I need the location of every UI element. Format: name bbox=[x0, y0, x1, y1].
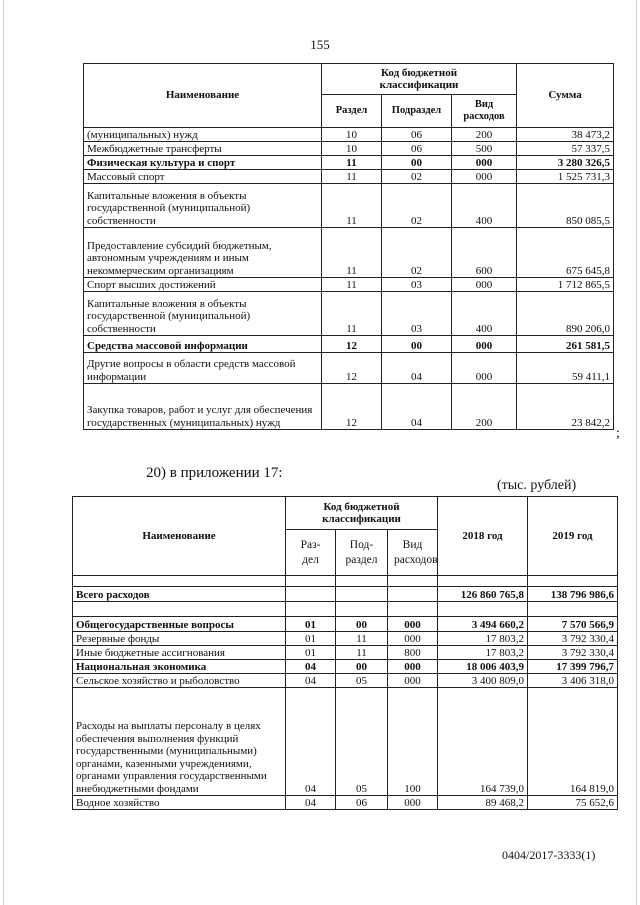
row-type: 800 bbox=[388, 646, 438, 660]
row-name bbox=[73, 576, 286, 587]
row-section: 12 bbox=[322, 353, 382, 384]
header-code-group: Код бюджетной классификации bbox=[286, 497, 438, 530]
budget-table-appendix-17 bbox=[72, 496, 618, 810]
row-section: 12 bbox=[322, 336, 382, 353]
row-subsection: 05 bbox=[336, 688, 388, 796]
row-year-2019: 164 819,0 bbox=[528, 688, 618, 796]
row-name: Закупка товаров, работ и услуг для обеспечения государственных (муниципальных) нужд bbox=[84, 384, 322, 430]
row-subsection: 00 bbox=[382, 156, 452, 170]
units-label: (тыс. рублей) bbox=[497, 478, 577, 493]
header-name: Наименование bbox=[73, 497, 286, 576]
row-year-2019: 3 406 318,0 bbox=[528, 674, 618, 688]
row-subsection: 05 bbox=[336, 674, 388, 688]
table-row bbox=[73, 674, 618, 688]
row-amount: 1 525 731,3 bbox=[517, 170, 614, 184]
row-type: 500 bbox=[452, 142, 517, 156]
table-row bbox=[73, 617, 618, 632]
row-type: 000 bbox=[452, 353, 517, 384]
row-amount: 23 842,2 bbox=[517, 384, 614, 430]
header-year-2018: 2018 год bbox=[438, 497, 528, 576]
row-subsection: 00 bbox=[336, 617, 388, 632]
table-row bbox=[84, 170, 614, 184]
row-name: Расходы на выплаты персоналу в целях обеспечения выполнения функций государственными (муниципальными) органами, казенными учреждениями, органами управления государственными внебюджетными фондами bbox=[73, 688, 286, 796]
row-subsection: 02 bbox=[382, 228, 452, 278]
row-subsection: 02 bbox=[382, 170, 452, 184]
table-row bbox=[73, 796, 618, 810]
row-name: Резервные фонды bbox=[73, 632, 286, 646]
row-year-2019: 7 570 566,9 bbox=[528, 617, 618, 632]
row-name: Средства массовой информации bbox=[84, 336, 322, 353]
row-subsection: 06 bbox=[382, 142, 452, 156]
table-row bbox=[84, 228, 614, 278]
row-subsection: 04 bbox=[382, 353, 452, 384]
row-type bbox=[388, 587, 438, 602]
row-year-2019: 138 796 986,6 bbox=[528, 587, 618, 602]
row-name: Сельское хозяйство и рыболовство bbox=[73, 674, 286, 688]
row-name: Физическая культура и спорт bbox=[84, 156, 322, 170]
row-subsection bbox=[336, 602, 388, 617]
row-name: Спорт высших достижений bbox=[84, 278, 322, 292]
row-section: 04 bbox=[286, 796, 336, 810]
row-section: 11 bbox=[322, 278, 382, 292]
header-year-2019: 2019 год bbox=[528, 497, 618, 576]
row-year-2019: 75 652,6 bbox=[528, 796, 618, 810]
table-row bbox=[84, 384, 614, 430]
row-type bbox=[388, 576, 438, 587]
row-subsection: 02 bbox=[382, 184, 452, 228]
table-row bbox=[73, 660, 618, 674]
row-type: 200 bbox=[452, 128, 517, 142]
row-type: 000 bbox=[452, 278, 517, 292]
row-type: 200 bbox=[452, 384, 517, 430]
row-year-2019 bbox=[528, 602, 618, 617]
row-section bbox=[286, 602, 336, 617]
row-name: Массовый спорт bbox=[84, 170, 322, 184]
row-section: 11 bbox=[322, 292, 382, 336]
row-amount: 850 085,5 bbox=[517, 184, 614, 228]
table-row bbox=[73, 602, 618, 617]
row-amount: 261 581,5 bbox=[517, 336, 614, 353]
row-name: Капитальные вложения в объекты государственной (муниципальной) собственности bbox=[84, 184, 322, 228]
row-amount: 3 280 326,5 bbox=[517, 156, 614, 170]
row-subsection bbox=[336, 587, 388, 602]
header-expense-type: Вид расходов bbox=[388, 530, 438, 576]
row-year-2019 bbox=[528, 576, 618, 587]
row-year-2018: 89 468,2 bbox=[438, 796, 528, 810]
table-row bbox=[84, 336, 614, 353]
row-section: 12 bbox=[322, 384, 382, 430]
scan-edge-left bbox=[3, 0, 4, 905]
row-year-2019: 3 792 330,4 bbox=[528, 632, 618, 646]
row-subsection: 03 bbox=[382, 278, 452, 292]
table-row bbox=[73, 646, 618, 660]
row-amount: 890 206,0 bbox=[517, 292, 614, 336]
row-section: 01 bbox=[286, 617, 336, 632]
row-name: Предоставление субсидий бюджетным, автономным учреждениям и иным некоммерческим организациям bbox=[84, 228, 322, 278]
row-subsection: 11 bbox=[336, 632, 388, 646]
row-section: 11 bbox=[322, 228, 382, 278]
row-type: 000 bbox=[452, 336, 517, 353]
row-section: 04 bbox=[286, 674, 336, 688]
row-name: Другие вопросы в области средств массовой информации bbox=[84, 353, 322, 384]
row-section: 11 bbox=[322, 170, 382, 184]
row-name: (муниципальных) нужд bbox=[84, 128, 322, 142]
trailing-semicolon: ; bbox=[616, 426, 620, 441]
row-year-2019: 17 399 796,7 bbox=[528, 660, 618, 674]
page-number: 155 bbox=[310, 37, 330, 52]
row-year-2018 bbox=[438, 576, 528, 587]
table-row bbox=[73, 576, 618, 587]
row-type: 600 bbox=[452, 228, 517, 278]
row-type: 400 bbox=[452, 184, 517, 228]
row-name bbox=[73, 602, 286, 617]
row-type: 000 bbox=[388, 632, 438, 646]
row-name: Общегосударственные вопросы bbox=[73, 617, 286, 632]
row-year-2018: 164 739,0 bbox=[438, 688, 528, 796]
row-section: 04 bbox=[286, 660, 336, 674]
row-year-2018: 17 803,2 bbox=[438, 632, 528, 646]
row-type: 000 bbox=[388, 617, 438, 632]
header-expense-type: Вид расходов bbox=[452, 95, 517, 128]
header-subsection: Под-раздел bbox=[336, 530, 388, 576]
table-row bbox=[84, 156, 614, 170]
row-section: 04 bbox=[286, 688, 336, 796]
table-row bbox=[84, 142, 614, 156]
row-subsection: 03 bbox=[382, 292, 452, 336]
scan-edge-right bbox=[636, 0, 637, 905]
header-name: Наименование bbox=[84, 64, 322, 128]
header-section: Раздел bbox=[322, 95, 382, 128]
row-amount: 675 645,8 bbox=[517, 228, 614, 278]
row-section: 01 bbox=[286, 646, 336, 660]
row-subsection: 00 bbox=[336, 660, 388, 674]
table-row bbox=[84, 278, 614, 292]
row-type: 000 bbox=[388, 796, 438, 810]
row-year-2019: 3 792 330,4 bbox=[528, 646, 618, 660]
row-name: Водное хозяйство bbox=[73, 796, 286, 810]
row-amount: 1 712 865,5 bbox=[517, 278, 614, 292]
row-type: 000 bbox=[452, 170, 517, 184]
row-type: 000 bbox=[388, 660, 438, 674]
table-row bbox=[84, 184, 614, 228]
document-code: 0404/2017-3333(1) bbox=[502, 848, 596, 862]
row-subsection: 00 bbox=[382, 336, 452, 353]
row-type: 000 bbox=[388, 674, 438, 688]
row-type bbox=[388, 602, 438, 617]
table-row bbox=[84, 128, 614, 142]
row-subsection bbox=[336, 576, 388, 587]
row-subsection: 06 bbox=[382, 128, 452, 142]
row-name: Национальная экономика bbox=[73, 660, 286, 674]
header-section: Раз-дел bbox=[286, 530, 336, 576]
table-row bbox=[73, 632, 618, 646]
row-year-2018: 126 860 765,8 bbox=[438, 587, 528, 602]
row-year-2018: 18 006 403,9 bbox=[438, 660, 528, 674]
row-section: 11 bbox=[322, 156, 382, 170]
row-name: Межбюджетные трансферты bbox=[84, 142, 322, 156]
row-section: 10 bbox=[322, 128, 382, 142]
row-year-2018 bbox=[438, 602, 528, 617]
row-year-2018: 3 400 809,0 bbox=[438, 674, 528, 688]
row-year-2018: 17 803,2 bbox=[438, 646, 528, 660]
row-amount: 59 411,1 bbox=[517, 353, 614, 384]
row-section: 10 bbox=[322, 142, 382, 156]
table-row bbox=[73, 688, 618, 796]
row-year-2018: 3 494 660,2 bbox=[438, 617, 528, 632]
row-section: 01 bbox=[286, 632, 336, 646]
appendix-intro: 20) в приложении 17: bbox=[146, 465, 283, 481]
row-subsection: 06 bbox=[336, 796, 388, 810]
row-name: Капитальные вложения в объекты государственной (муниципальной) собственности bbox=[84, 292, 322, 336]
header-code-group: Код бюджетной классификации bbox=[322, 64, 517, 95]
table-row bbox=[73, 587, 618, 602]
budget-table-top bbox=[83, 63, 614, 430]
header-subsection: Подраздел bbox=[382, 95, 452, 128]
row-section bbox=[286, 576, 336, 587]
row-name: Всего расходов bbox=[73, 587, 286, 602]
header-amount: Сумма bbox=[517, 64, 614, 128]
table-row bbox=[84, 292, 614, 336]
row-type: 400 bbox=[452, 292, 517, 336]
row-type: 100 bbox=[388, 688, 438, 796]
row-amount: 57 337,5 bbox=[517, 142, 614, 156]
row-subsection: 04 bbox=[382, 384, 452, 430]
table-row bbox=[84, 353, 614, 384]
row-type: 000 bbox=[452, 156, 517, 170]
row-subsection: 11 bbox=[336, 646, 388, 660]
row-amount: 38 473,2 bbox=[517, 128, 614, 142]
row-name: Иные бюджетные ассигнования bbox=[73, 646, 286, 660]
row-section: 11 bbox=[322, 184, 382, 228]
row-section bbox=[286, 587, 336, 602]
